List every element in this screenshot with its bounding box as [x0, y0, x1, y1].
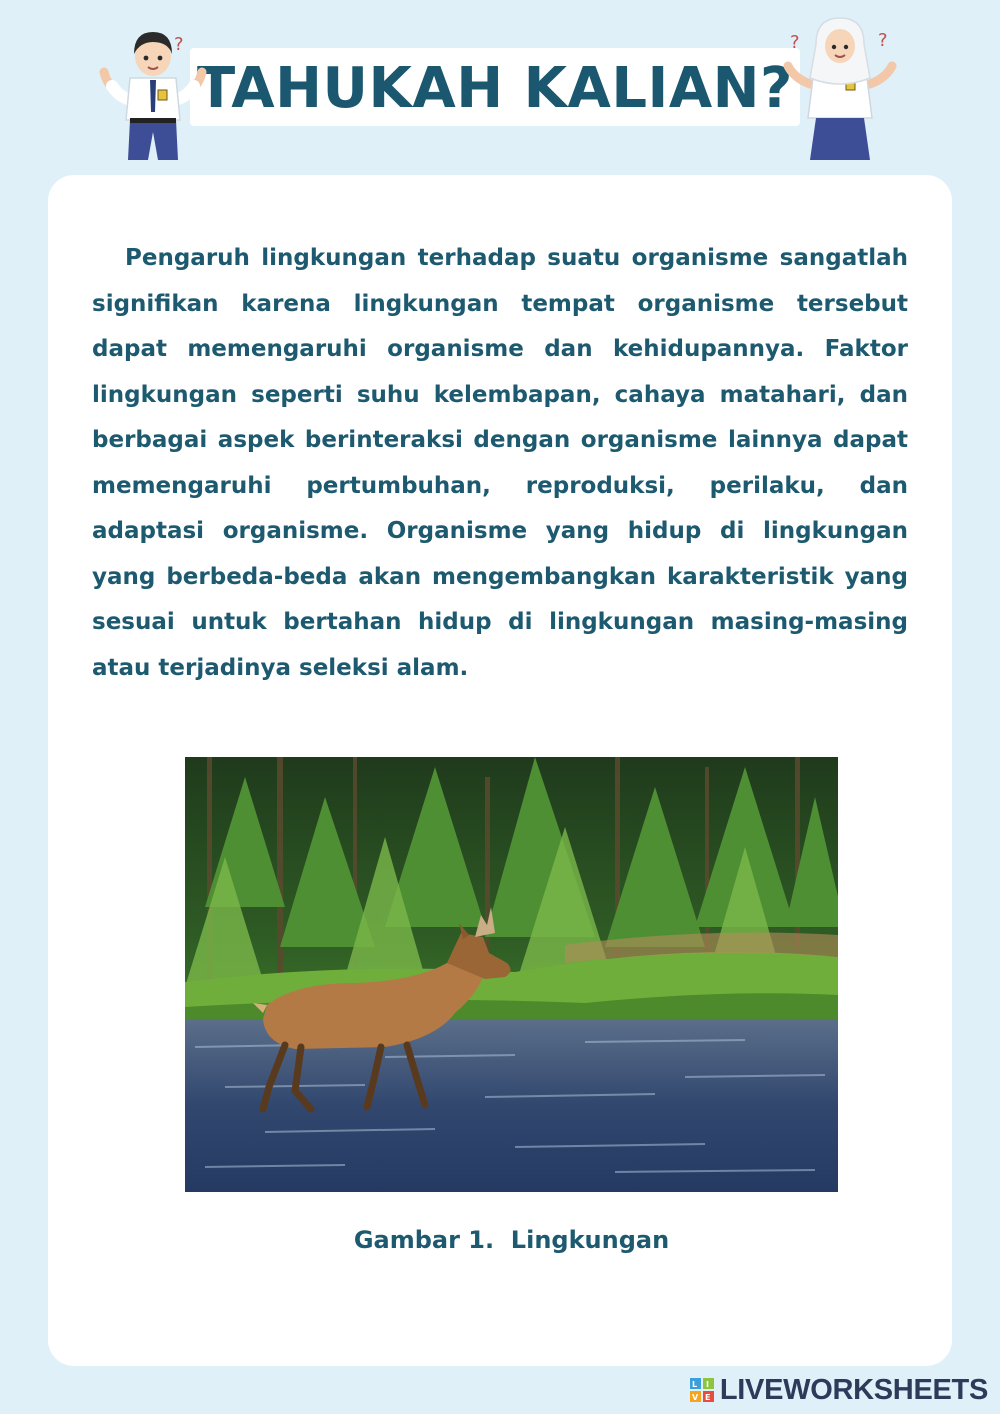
- student-girl-illustration: [780, 14, 900, 160]
- page-title: TAHUKAH KALIAN?: [196, 56, 794, 121]
- body-paragraph: Pengaruh lingkungan terhadap suatu organisme sangatlah signifikan karena lingkungan tempat organisme tersebut dapat memengaruhi organisme dan kehidupannya. Faktor lingkungan seperti suhu kelembapan, cahaya matahari, dan berbagai aspek berinteraksi dengan organisme lainnya dapat memengaruhi pertumbuhan, reproduksi, perilaku, dan adaptasi organisme. Organisme yang hidup di lingkungan yang berbeda-beda akan mengembangkan karakteristik yang sesuai untuk bertahan hidup di lingkungan masing-masing atau terjadinya seleksi alam.: [92, 245, 908, 681]
- svg-text:E: E: [704, 1393, 711, 1402]
- student-boy-illustration: [98, 20, 208, 160]
- figure-caption: Gambar 1. Lingkungan: [353, 1226, 670, 1254]
- footer-brand-text: LIVEWORKSHEETS: [719, 1373, 988, 1406]
- svg-text:V: V: [691, 1393, 699, 1402]
- question-mark-icon: ?: [174, 34, 184, 55]
- question-mark-icon: ?: [878, 30, 888, 51]
- question-mark-icon: ?: [790, 32, 800, 53]
- elk-river-photo: [185, 757, 838, 1192]
- liveworksheets-logo-icon: [690, 1378, 714, 1402]
- svg-text:I: I: [705, 1380, 709, 1389]
- svg-text:L: L: [691, 1380, 697, 1389]
- footer-brand[interactable]: [690, 1374, 988, 1406]
